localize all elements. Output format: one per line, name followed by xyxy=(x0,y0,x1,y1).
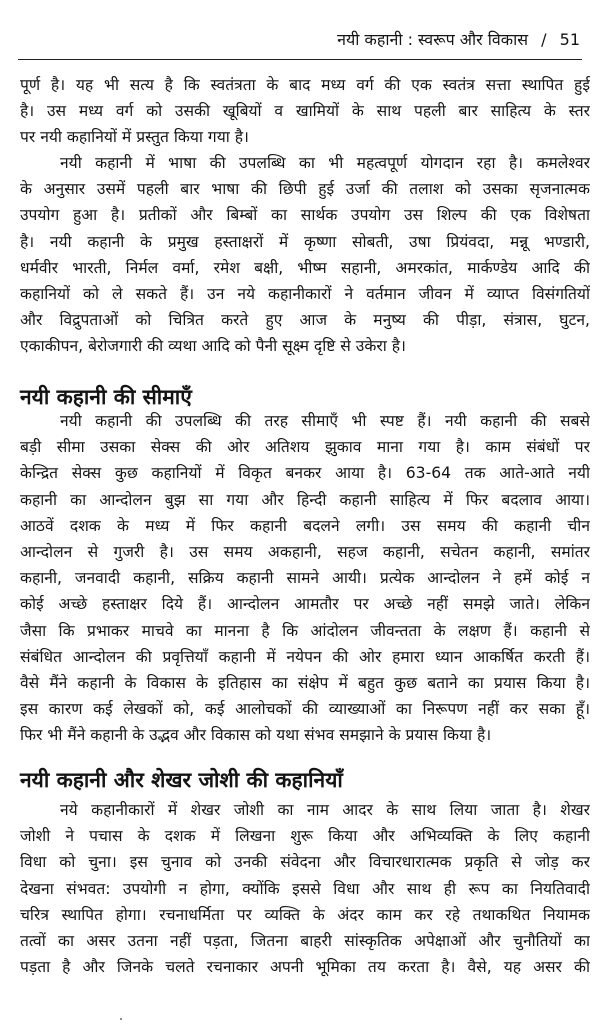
text-line: केन्द्रित सेक्स कुछ कहानियों में विकृत बनकर आया है। 63-64 तक आते-आते नयी xyxy=(20,464,590,483)
text-line: पर नयी कहानियों में प्रस्तुत किया गया है। xyxy=(20,128,249,147)
text-line: उपयोग हुआ है। प्रतीकों और बिम्बों का सार्थक उपयोग उस शिल्प की एक विशेषता xyxy=(20,206,590,225)
print-speck xyxy=(120,1018,122,1020)
section-heading-limitations: नयी कहानी की सीमाएँ xyxy=(20,385,192,409)
text-line: नयी कहानी की उपलब्धि की तरह सीमाएँ भी स्पष्ट हैं। नयी कहानी की सबसे xyxy=(60,412,590,430)
text-line: जैसा कि प्रभाकर माचवे का मानना है कि आंदोलन जीवन्तता के लक्षण हैं। कहानी से xyxy=(20,621,590,640)
text-line: तत्वों का असर उतना नहीं पड़ता, जितना बाहरी सांस्कृतिक अपेक्षाओं और चुनौतियों का xyxy=(20,931,590,950)
text-line: नये कहानीकारों में शेखर जोशी का नाम आदर के साथ लिया जाता है। शेखर xyxy=(60,801,590,819)
text-line: फिर भी मैंने कहानी के उद्भव और विकास को यथा संभव समझाने के प्रयास किया है। xyxy=(20,726,492,745)
text-line: इस कारण कई लेखकों को, कई आलोचकों की व्याख्याओं का निरूपण नहीं कर सका हूँ। xyxy=(20,700,590,719)
page-number: 51 xyxy=(559,30,580,49)
text-line: वैसे मैंने कहानी के विकास के इतिहास का संक्षेप में बहुत कुछ बताने का प्रयास किया है। xyxy=(20,673,590,692)
text-line: चरित्र स्थापित होगा। रचनाधर्मिता पर व्यक्ति के अंदर काम कर रहे तथाकथित नियामक xyxy=(20,905,590,924)
text-line: है। उस मध्य वर्ग को उसकी खूबियों व खामियों के साथ पहली बार साहित्य के स्तर xyxy=(20,102,590,121)
text-line: कहानियों को ले सकते हैं। उन नये कहानीकारों ने वर्तमान जीवन में व्याप्त विसंगतियों xyxy=(20,284,590,303)
text-line: आठवें दशक के मध्य में फिर कहानी बदलने लगी। उस समय की कहानी चीन xyxy=(20,516,590,535)
text-line: के अनुसार उसमें पहली बार भाषा की छिपी हुई उर्जा की तलाश को उसका सृजनात्मक xyxy=(20,180,590,199)
paragraph-shekhar-joshi xyxy=(20,797,590,980)
header-rule xyxy=(18,59,582,60)
paragraph-limitations xyxy=(20,408,590,748)
text-line: पूर्ण है। यह भी सत्य है कि स्वतंत्रता के बाद मध्य वर्ग की एक स्वतंत्र सत्ता स्थापित हुई xyxy=(20,76,590,94)
text-line: पड़ता है और जिनके चलते रचनाकार अपनी भूमिका तय करता है। वैसे, यह असर की xyxy=(20,958,590,977)
text-line: बड़ी सीमा उसका सेक्स की ओर अतिशय झुकाव माना गया है। काम संबंधों पर xyxy=(20,438,590,457)
text-line: नयी कहानी में भाषा की उपलब्धि का भी महत्वपूर्ण योगदान रहा है। कमलेश्वर xyxy=(60,154,590,172)
text-line: कहानी का आन्दोलन बुझ सा गया और हिन्दी कहानी साहित्य में फिर बदलाव आया। xyxy=(20,490,590,509)
text-line: विधा को चुना। इस चुनाव को उनकी संवेदना और विचारधारात्मक प्रकृति से जोड़ कर xyxy=(20,853,590,872)
text-line: और विद्रुपताओं को चित्रित करते हुए आज के मनुष्य की पीड़ा, संत्रास, घुटन, xyxy=(20,311,590,330)
text-line: एकाकीपन, बेरोजगारी की व्यथा आदि को पैनी सूक्ष्म दृष्टि से उकेरा है। xyxy=(20,337,406,356)
text-line: कोई अच्छे हस्ताक्षर दिये हैं। आन्दोलन आमतौर पर अच्छे नहीं समझे जाते। लेकिन xyxy=(20,595,590,614)
text-line: है। नयी कहानी के प्रमुख हस्ताक्षरों में कृष्णा सोबती, उषा प्रियंवदा, मन्नू भण्डारी, xyxy=(20,232,590,251)
section-heading-shekhar-joshi: नयी कहानी और शेखर जोशी की कहानियाँ xyxy=(20,768,343,792)
text-line: कहानी, जनवादी कहानी, सक्रिय कहानी सामने आयी। प्रत्येक आन्दोलन ने हमें कोई न xyxy=(20,569,590,588)
text-line: देखना संभवत: उपयोगी न होगा, क्योंकि इससे विधा और साथ ही रूप का नियतिवादी xyxy=(20,879,590,898)
running-head-title: नयी कहानी : स्वरूप और विकास xyxy=(337,30,529,49)
text-line: आन्दोलन से गुजरी है। उस समय अकहानी, सहज कहानी, सचेतन कहानी, समांतर xyxy=(20,542,590,561)
paragraph-language xyxy=(20,150,590,360)
text-line: जोशी ने पचास के दशक में लिखना शुरू किया और अभिव्यक्ति के लिए कहानी xyxy=(20,827,590,846)
running-head xyxy=(337,30,580,50)
paragraph-continued xyxy=(20,72,590,151)
text-line: संबंधित आन्दोलन की प्रवृत्तियाँ कहानी में नयेपन की ओर हमारा ध्यान आकर्षित करती हैं। xyxy=(20,647,590,666)
text-line: धर्मवीर भारती, निर्मल वर्मा, रमेश बक्षी, भीष्म सहानी, अमरकांत, मार्कण्डेय आदि की xyxy=(20,258,590,277)
running-head-separator: / xyxy=(541,30,547,49)
